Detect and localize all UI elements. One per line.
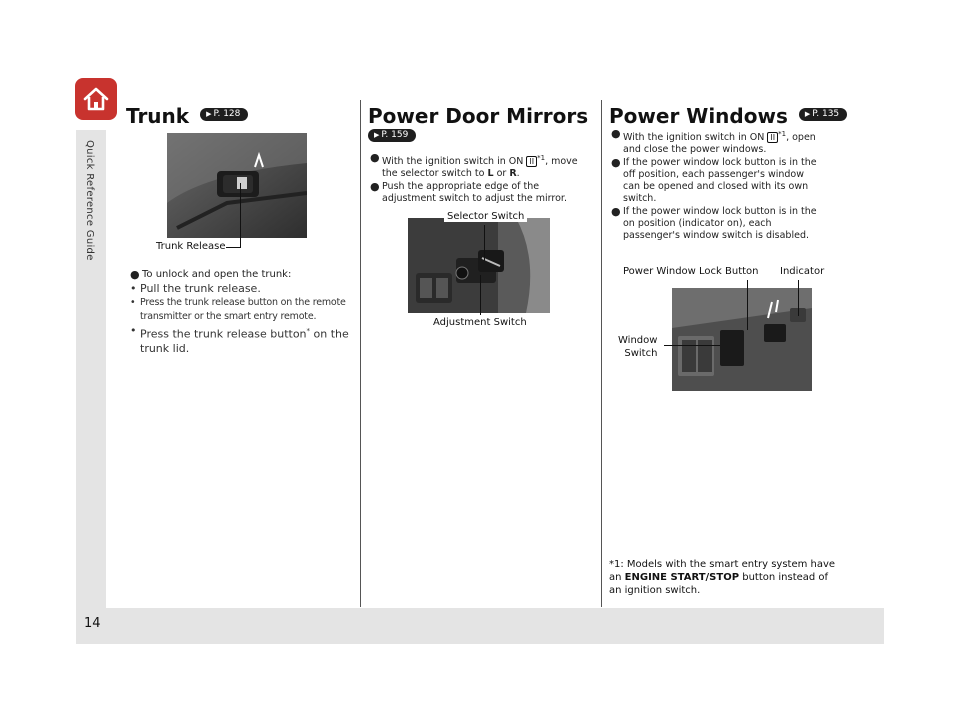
trunk-release-callout: Trunk Release [156,241,226,252]
window-switch-photo [672,288,812,391]
indicator-callout-line [798,280,799,316]
trunk-page-ref-link[interactable]: ▶ P. 128 [200,108,248,121]
trunk-step-2: • Press the trunk release button on the remote transmitter or the smart entry remote. [130,297,346,322]
trunk-title: Trunk ▶ P. 128 [126,104,248,128]
trunk-heading: ● To unlock and open the trunk: [130,268,292,281]
mirrors-ref-row [364,130,416,146]
sidebar-label[interactable]: Quick Reference Guide [84,140,95,261]
footnote: *1: Models with the smart entry system have an ENGINE START/STOP button instead of an ignition switch. [609,559,836,596]
mirrors-bullet-2: ● Push the appropriate edge of the adjustment switch to adjust the mirror. [370,180,567,205]
indicator-callout: Indicator [780,266,825,277]
windows-page-ref-link[interactable]: ▶ P. 135 [799,108,847,121]
trunk-callout-line-h [226,247,241,248]
mirrors-bullet-1: ● With the ignition switch in ON II $^{*1}$, move the selector switch to L or R. [370,151,578,180]
adjust-callout-line [480,275,481,315]
lock-callout-line [747,280,748,330]
window-callout-line [664,345,720,346]
selector-callout-line [484,225,485,261]
mirrors-instructions [370,152,600,206]
mirrors-title: Power Door Mirrors [368,104,589,128]
windows-bullet-2: ● If the power window lock button is in the off position, each passenger's window can be opened and closed with its own switch. [611,156,817,205]
footer-band [76,608,884,644]
page-number: 14 [84,616,101,631]
page-ref-arrow-icon: ▶ [804,110,811,118]
column-divider-1 [360,100,361,607]
page-ref-arrow-icon: ▶ [374,130,380,139]
column-divider-2 [601,100,602,607]
trunk-step-3: • Press the trunk release button* on the trunk lid. [130,324,349,355]
window-switch-callout: Window Switch [618,335,658,359]
page-ref-arrow-icon: ▶ [206,110,212,118]
trunk-instructions [130,268,358,356]
home-button[interactable] [75,78,117,120]
trunk-release-photo [167,133,307,238]
mirrors-page-ref-link[interactable]: ▶ P. 159 [368,129,416,142]
trunk-callout-line-v [240,183,241,247]
mirror-switch-photo [408,218,550,313]
windows-bullet-3: ● If the power window lock button is in the on position (indicator on), each passenger's window switch is disabled. [611,205,817,242]
windows-instructions [611,128,846,243]
selector-switch-callout: Selector Switch [444,211,527,222]
power-window-lock-callout: Power Window Lock Button [623,266,759,277]
adjustment-switch-callout: Adjustment Switch [433,317,527,328]
windows-bullet-1: ● With the ignition switch in ON II $^{*1}$, open and close the power windows. [611,127,816,156]
windows-title: Power Windows ▶ P. 135 [609,104,847,128]
trunk-step-1: • Pull the trunk release. [130,282,261,295]
home-icon [75,78,117,120]
